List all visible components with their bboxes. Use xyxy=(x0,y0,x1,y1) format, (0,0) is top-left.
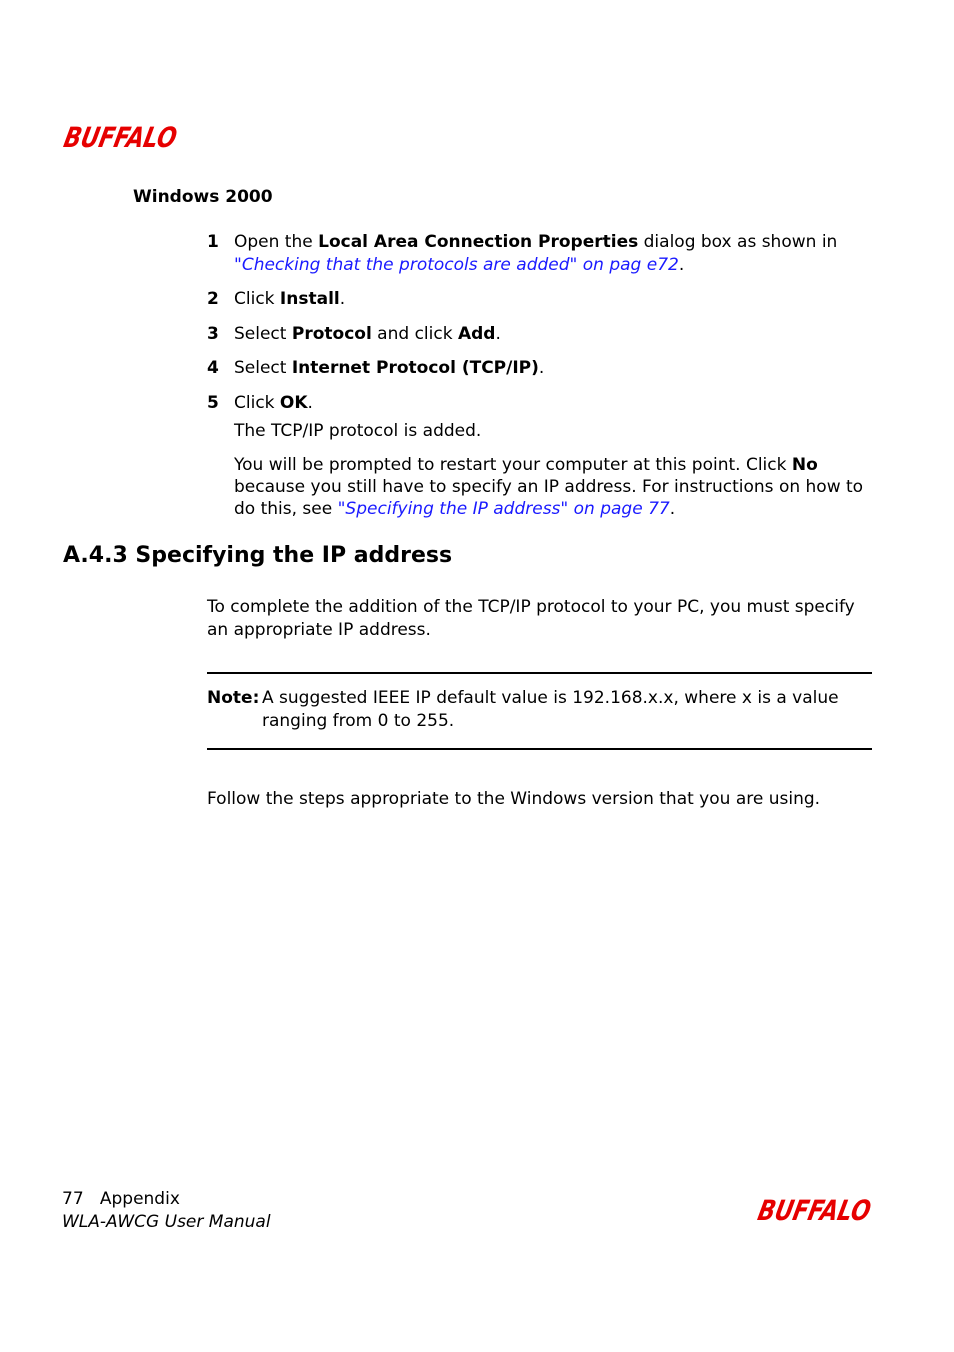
step-text: . xyxy=(495,324,501,344)
step-ui-term: Add xyxy=(457,324,496,344)
step-number: 5 xyxy=(207,393,219,413)
note-box xyxy=(207,687,872,732)
step-4 xyxy=(207,357,871,380)
step-number: 1 xyxy=(207,232,219,252)
cross-reference-link[interactable]: "Specifying the IP address" on page 77 xyxy=(337,499,670,519)
cross-reference-link[interactable]: "Checking that the protocols are added" on pag e72 xyxy=(234,254,679,275)
manual-title: WLA-AWCG User Manual xyxy=(62,1212,271,1232)
page-number: 77 xyxy=(62,1189,84,1209)
step-result: The TCP/IP protocol is added. xyxy=(234,421,482,441)
note-bottom-rule xyxy=(207,748,872,750)
step-ui-term: Install xyxy=(279,289,340,309)
step-ui-term: Protocol xyxy=(291,324,372,344)
intro-paragraph: To complete the addition of the TCP/IP protocol to your PC, you must specify an appropriate IP address. xyxy=(207,597,855,640)
step-5 xyxy=(207,392,871,415)
ui-term: No xyxy=(791,455,818,475)
restart-note xyxy=(234,454,874,520)
paragraph-text: You will be prompted to restart your computer at this point. Click xyxy=(234,455,792,475)
note-text: A suggested IEEE IP default value is 192.168.x.x, where x is a value ranging from 0 to 255. xyxy=(262,688,839,731)
step-text: Click xyxy=(234,393,280,413)
step-1 xyxy=(207,231,871,276)
step-number: 2 xyxy=(207,289,219,309)
step-text: and click xyxy=(371,324,458,344)
step-ui-term: Internet Protocol (TCP/IP) xyxy=(291,358,539,378)
step-text: . xyxy=(307,393,313,413)
section-heading: A.4.3 Specifying the IP address xyxy=(63,543,453,568)
step-text: . xyxy=(678,254,685,275)
step-ui-term: OK xyxy=(279,393,308,413)
step-text: . xyxy=(538,358,545,378)
step-3 xyxy=(207,323,871,346)
step-ui-term: Local Area Connection Properties xyxy=(318,232,639,252)
step-text: dialog box as shown in xyxy=(638,232,838,252)
step-text: . xyxy=(339,289,346,309)
step-number: 4 xyxy=(207,358,219,378)
paragraph-text: . xyxy=(669,499,676,519)
svg-text:BUFFALO: BUFFALO xyxy=(755,1194,903,1227)
paragraph-text: because you still have to specify an IP address. For instructions on how to do this, see xyxy=(234,477,864,519)
section-label: Windows 2000 xyxy=(133,187,273,207)
note-label: Note: xyxy=(207,688,260,708)
follow-paragraph: Follow the steps appropriate to the Windows version that you are using. xyxy=(207,789,821,809)
buffalo-logo xyxy=(61,121,209,154)
step-text: Select xyxy=(234,324,292,344)
step-text: Open the xyxy=(234,232,319,252)
footer-section: Appendix xyxy=(99,1189,180,1209)
page-footer xyxy=(62,1188,271,1234)
step-text: Click xyxy=(234,289,280,309)
svg-text:BUFFALO: BUFFALO xyxy=(61,121,209,154)
step-number: 3 xyxy=(207,324,219,344)
buffalo-logo xyxy=(755,1194,903,1227)
step-text: Select xyxy=(234,358,292,378)
step-2 xyxy=(207,288,871,311)
note-top-rule xyxy=(207,672,872,674)
